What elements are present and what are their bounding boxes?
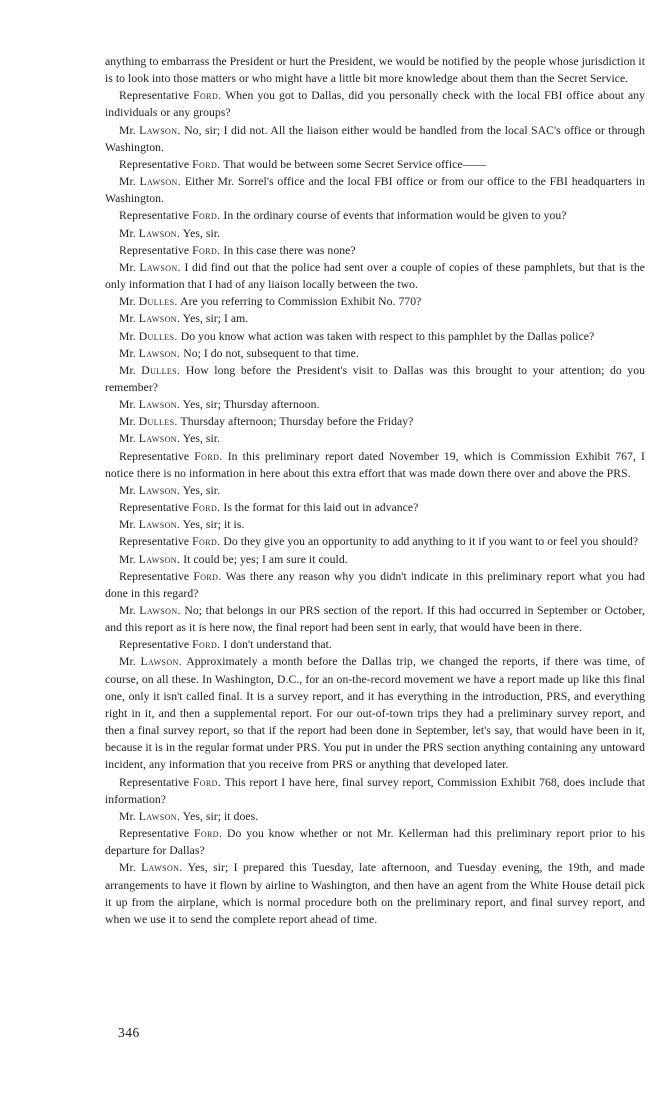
speaker-name: Mr. Lawson. (119, 552, 181, 566)
speech-text: Approximately a month before the Dallas trip, we changed the reports, if there was time, of course, on all these. In Washington, D.C., for an on-the-record movement we have a report made up like this final one, only it isn't called final. It is a survey report, and it has everything in the introduction, PRS, and everything right in it, and then a supplemental report. For our out-of-town trips they had a preliminary survey report, and then a final survey report, so that if the report had been done in September, let's say, that would have been in it, because it is in the regular format under PRS. You put in under the PRS section anything containing any untoward incident, any information that you receive from PRS or anything that developed later. (105, 655, 645, 772)
speaker-name: Representative Ford. (119, 535, 221, 549)
speech-text: In this preliminary report dated November 19, which is Commission Exhibit 767, I notice there is no information in here about this extra effort that was made down there over and above the PRS. (105, 449, 645, 480)
transcript-paragraph (105, 568, 645, 602)
transcript-paragraph (105, 396, 645, 413)
transcript-paragraph (105, 430, 645, 447)
transcript-paragraph (105, 362, 645, 396)
speech-text: Yes, sir. (180, 432, 221, 446)
speech-text: Thursday afternoon; Thursday before the Friday? (177, 415, 414, 429)
speech-text: Do they give you an opportunity to add anything to it if you want to or feel you should? (220, 535, 639, 549)
speaker-name: Representative Ford. (119, 449, 223, 463)
speaker-name: Mr. Lawson. (119, 312, 181, 326)
speaker-name: Mr. Lawson. (119, 809, 181, 823)
speaker-name: Mr. Lawson. (119, 260, 181, 274)
transcript-page (105, 53, 645, 928)
speaker-name: Mr. Dulles. (119, 295, 178, 309)
transcript-paragraph (105, 122, 645, 156)
speech-text: Yes, sir; it does. (180, 809, 259, 823)
speaker-name: Representative Ford. (119, 89, 222, 103)
transcript-paragraph (105, 636, 645, 653)
speech-text: When you got to Dallas, did you personally check with the local FBI office about any individuals or any groups? (105, 89, 645, 120)
transcript-paragraph (105, 448, 645, 482)
speech-text: Is the format for this laid out in advance? (220, 501, 419, 515)
transcript-paragraph (105, 859, 645, 928)
speaker-name: Mr. Lawson. (119, 483, 181, 497)
transcript-paragraph (105, 87, 645, 121)
speech-text: No; I do not, subsequent to that time. (180, 346, 359, 360)
speaker-name: Mr. Lawson. (119, 518, 181, 532)
speech-text: Was there any reason why you didn't indicate in this preliminary report what you had done in this regard? (105, 569, 645, 600)
speech-text: Yes, sir; I prepared this Tuesday, late afternoon, and Tuesday evening, the 19th, and made arrangements to have it flown by airline to Washington, and then have an agent from the White House detail pick it up from the airplane, which is normal procedure both on the preliminary report, and final survey report, and when we use it to send the complete report ahead of time. (105, 861, 645, 926)
transcript-paragraph (105, 293, 645, 310)
speech-text: Either Mr. Sorrel's office and the local FBI office or from our office to the FBI headquarters in Washington. (105, 175, 645, 206)
speaker-name: Mr. Dulles. (119, 329, 178, 343)
speaker-name: Representative Ford. (119, 827, 223, 841)
speech-text: It could be; yes; I am sure it could. (180, 552, 348, 566)
speech-text: Yes, sir. (180, 483, 221, 497)
speaker-name: Mr. Lawson. (119, 175, 182, 189)
speech-text: How long before the President's visit to Dallas was this brought to your attention; do you remember? (105, 363, 645, 394)
speaker-name: Mr. Lawson. (119, 604, 181, 617)
speech-text: anything to embarrass the President or hurt the President, we would be notified by the people whose jurisdiction it is to look into those matters or who might have a little bit more knowledge about them than the Secret Service. (105, 55, 645, 86)
transcript-paragraph (105, 207, 645, 224)
speaker-name: Representative Ford. (119, 775, 222, 789)
speaker-name: Mr. Lawson. (119, 123, 181, 137)
speech-text: I don't understand that. (220, 638, 332, 652)
transcript-paragraph (105, 533, 645, 550)
speech-text: That would be between some Secret Service office—— (220, 157, 487, 171)
speaker-name: Representative Ford. (119, 243, 221, 257)
speech-text: No, sir; I did not. All the liaison either would be handled from the local SAC's office or through Washington. (105, 123, 645, 154)
speaker-name: Representative Ford. (119, 501, 221, 515)
speech-text: Yes, sir; it is. (180, 518, 245, 532)
transcript-paragraph (105, 602, 645, 636)
speaker-name: Mr. Lawson. (119, 398, 181, 412)
speaker-name: Mr. Lawson. (119, 861, 183, 875)
transcript-paragraph (105, 825, 645, 859)
transcript-paragraph (105, 653, 645, 773)
speech-text: I did find out that the police had sent over a couple of copies of these pamphlets, but that is the only information that I had of any liaison locally between the two. (105, 260, 645, 292)
speech-text: No; that belongs in our PRS section of the report. If this had occurred in September or October, and this report as it is here now, the final report had been sent in early, that would have been in there. (105, 604, 645, 635)
speaker-name: Representative Ford. (119, 569, 222, 583)
speech-text: Yes, sir; I am. (180, 312, 249, 326)
speech-text: Do you know whether or not Mr. Kellerman had this preliminary report prior to his departure for Dallas? (105, 827, 645, 858)
transcript-paragraph (105, 225, 645, 242)
transcript-paragraph (105, 808, 645, 825)
transcript-paragraph (105, 482, 645, 499)
transcript-paragraph (105, 53, 645, 87)
speaker-name: Representative Ford. (119, 638, 221, 652)
speech-text: Do you know what action was taken with respect to this pamphlet by the Dallas police? (177, 329, 595, 343)
transcript-paragraph (105, 551, 645, 568)
transcript-paragraph (105, 774, 645, 808)
transcript-paragraph (105, 259, 645, 293)
speech-text: Are you referring to Commission Exhibit No. 770? (177, 295, 422, 309)
speech-text: This report I have here, final survey report, Commission Exhibit 768, does include that information? (105, 775, 645, 806)
transcript-paragraph (105, 242, 645, 259)
speech-text: In the ordinary course of events that information would be given to you? (220, 209, 567, 223)
speaker-name: Mr. Lawson. (119, 655, 183, 669)
transcript-paragraph (105, 156, 645, 173)
transcript-paragraph (105, 516, 645, 533)
transcript-paragraph (105, 310, 645, 327)
transcript-paragraph (105, 328, 645, 345)
transcript-paragraph (105, 413, 645, 430)
speaker-name: Representative Ford. (119, 157, 221, 171)
speaker-name: Mr. Lawson. (119, 346, 181, 360)
speech-text: Yes, sir. (180, 226, 221, 240)
speaker-name: Mr. Dulles. (119, 363, 181, 377)
transcript-paragraph (105, 499, 645, 516)
speech-text: Yes, sir; Thursday afternoon. (180, 398, 320, 412)
transcript-paragraph (105, 173, 645, 207)
page-number: 346 (118, 1025, 140, 1040)
speech-text: In this case there was none? (220, 243, 356, 257)
transcript-paragraph (105, 345, 645, 362)
speaker-name: Representative Ford. (119, 209, 221, 223)
speaker-name: Mr. Lawson. (119, 432, 181, 446)
speaker-name: Mr. Dulles. (119, 415, 178, 429)
speaker-name: Mr. Lawson. (119, 226, 181, 240)
